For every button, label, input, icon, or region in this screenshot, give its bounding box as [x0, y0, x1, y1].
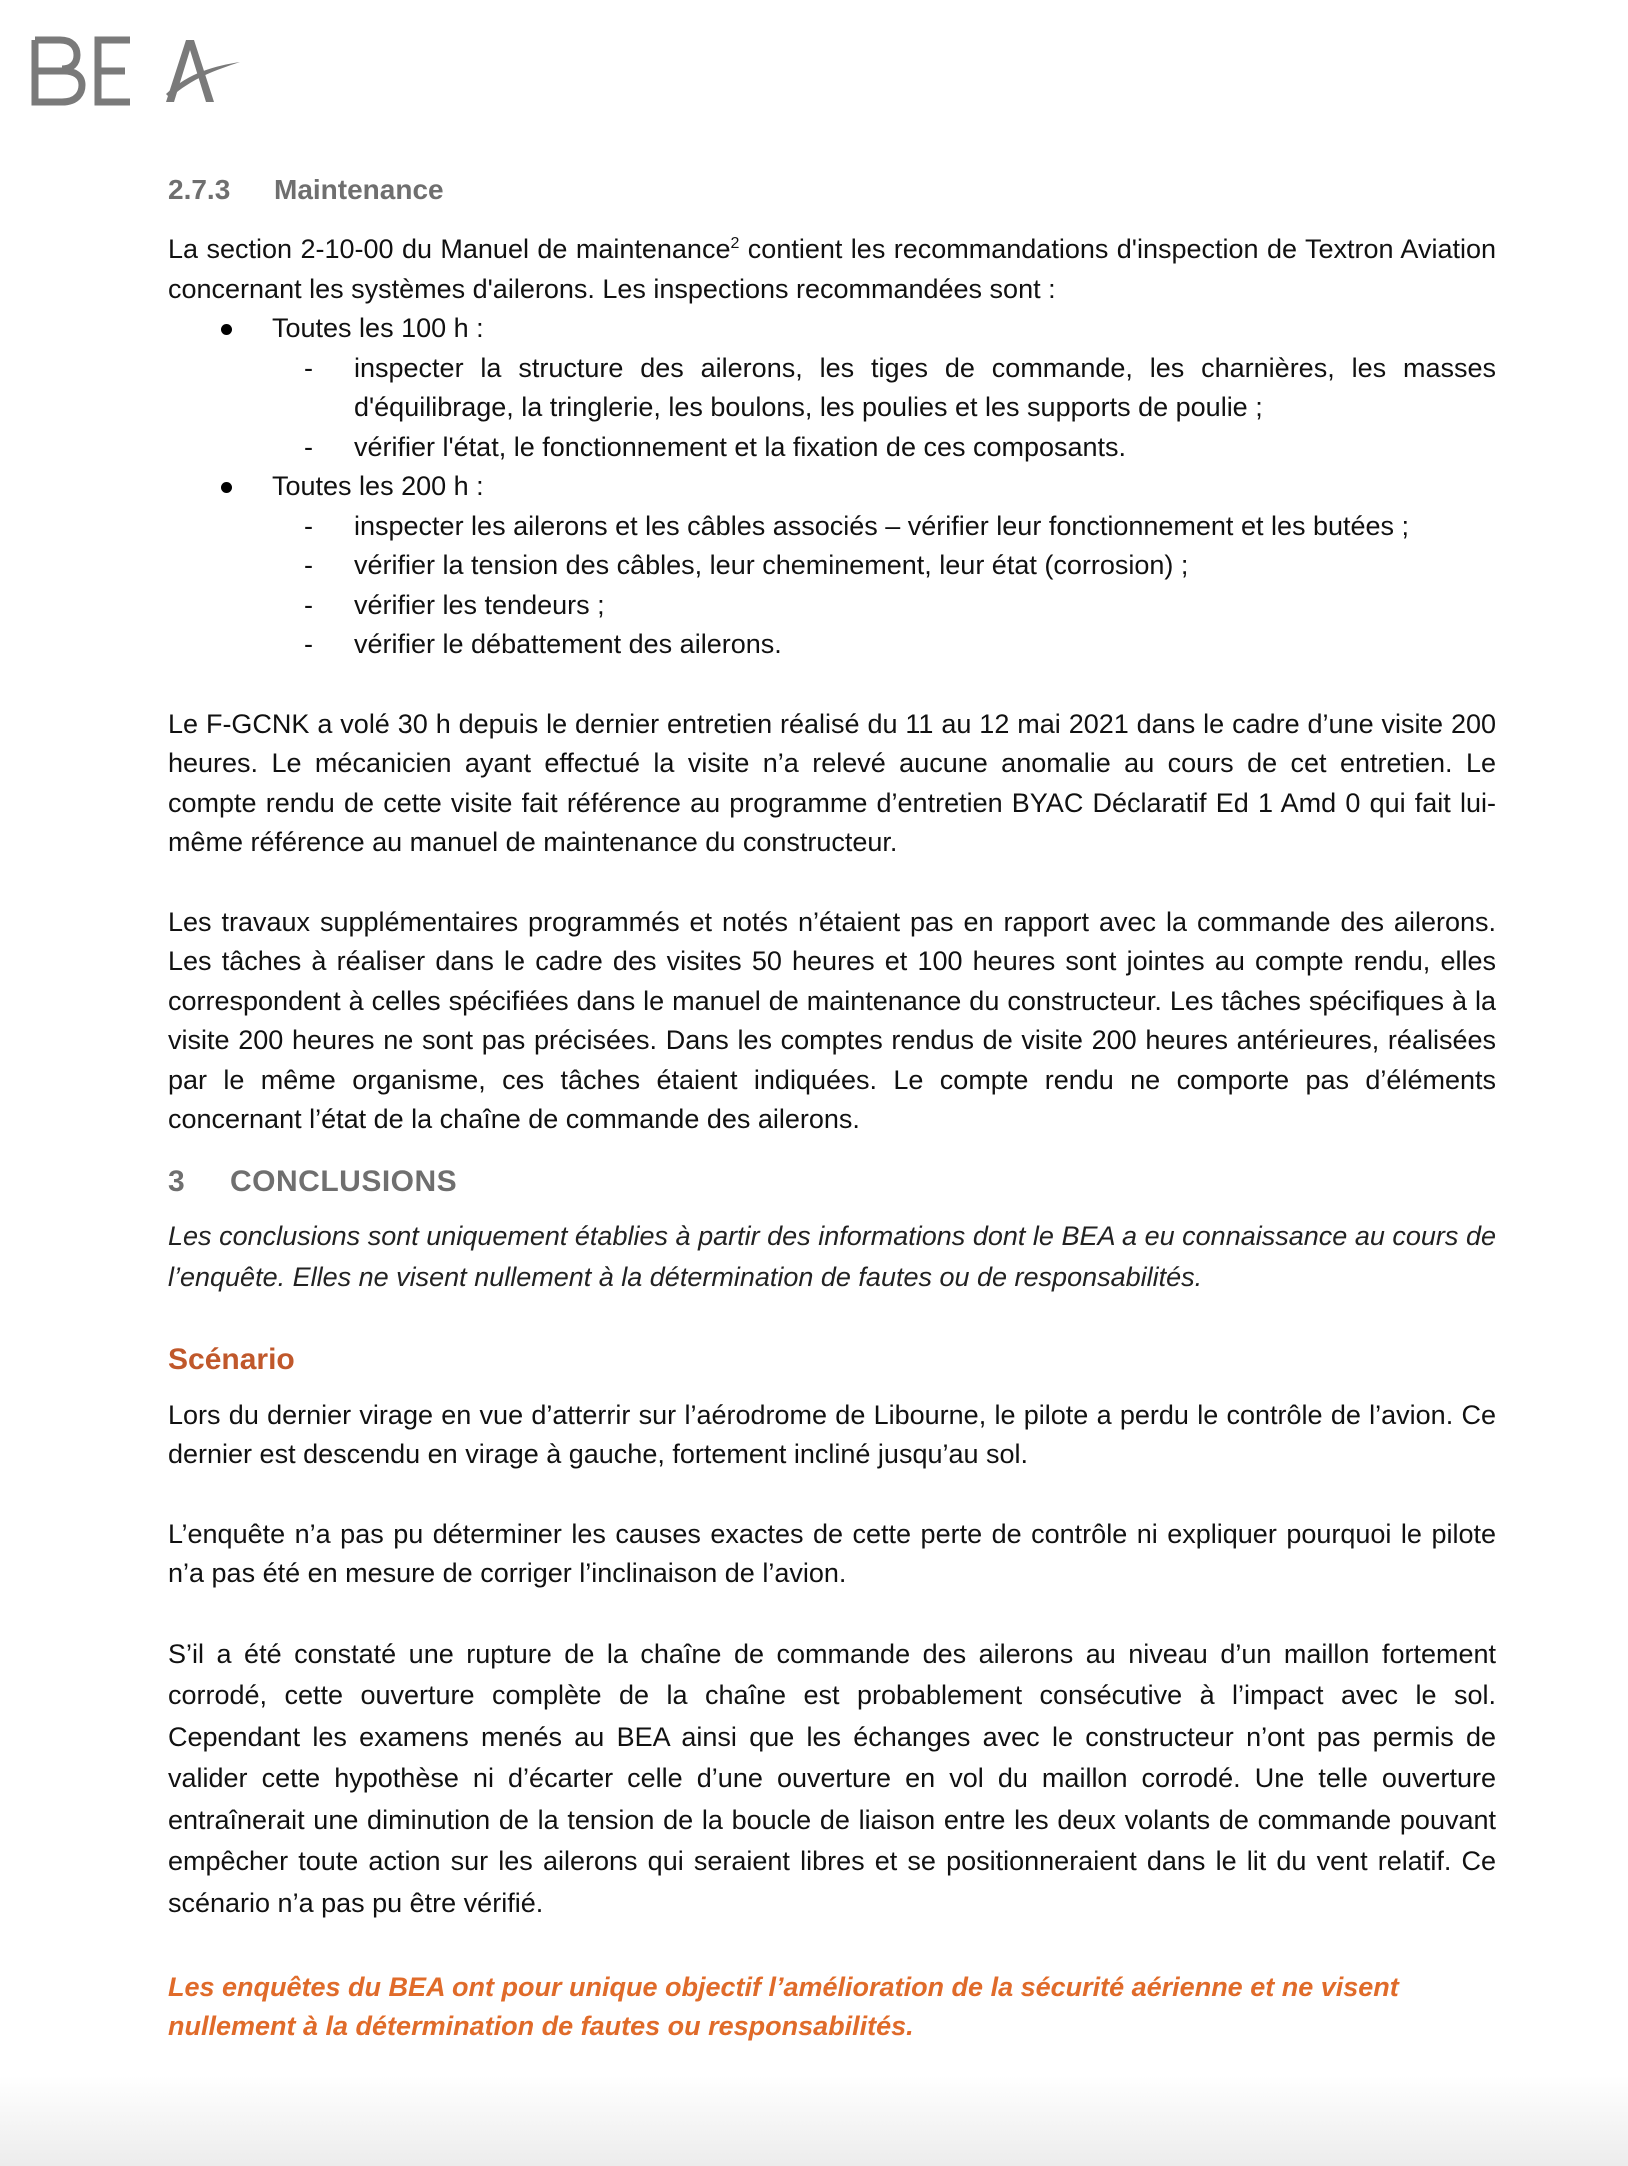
- inspection-item: [272, 349, 1496, 428]
- section-heading-conclusions: [168, 1160, 1496, 1204]
- spacer: [168, 1924, 1496, 1968]
- dash-icon: -: [304, 550, 313, 580]
- footnote-ref[interactable]: 2: [730, 235, 740, 252]
- bea-logo-icon: [30, 36, 240, 108]
- inspection-item: [272, 428, 1496, 468]
- conclusions-disclaimer: Les conclusions sont uniquement établies à partir des informations dont le BEA a eu connaissance au cours de l’enquête. Elles ne visent nullement à la détermination de fautes ou de responsabilités.: [168, 1220, 1496, 1292]
- intro-text: La section 2-10-00 du Manuel de maintenance: [168, 234, 731, 264]
- inspection-item-text: vérifier la tension des câbles, leur cheminement, leur état (corrosion) ;: [354, 550, 1189, 580]
- section-title: CONCLUSIONS: [230, 1164, 458, 1198]
- inspection-label: Toutes les 200 h :: [272, 471, 484, 501]
- document-page: [168, 170, 1496, 2046]
- dash-icon: -: [304, 589, 313, 620]
- inspection-item: [272, 546, 1496, 586]
- intro-text-cont: contient les recommandations d'inspection de Textron Aviation concernant les systèmes d'ailerons. Les inspections recommandées sont :: [168, 234, 1497, 304]
- inspection-item: [272, 507, 1496, 547]
- inspection-item: [272, 586, 1496, 626]
- inspection-100h-items: [272, 349, 1496, 468]
- maintenance-paragraph-2: Les travaux supplémentaires programmés et notés n’étaient pas en rapport avec la commande des ailerons. Les tâches à réaliser dans le cadre des visites 50 heures et 100 heures sont jointes au compte rendu, elles correspondent à celles spécifiées dans le manuel de maintenance du constructeur. Les tâches spécifiques à la visite 200 heures ne sont pas précisées. Dans les comptes rendus de visite 200 heures antérieures, réalisées par le même organisme, ces tâches étaient indiquées. Le compte rendu ne comporte pas d’éléments concernant l’état de la chaîne de commande des ailerons.: [168, 906, 1496, 1134]
- spacer: [168, 1475, 1496, 1515]
- dash-icon: -: [304, 352, 313, 383]
- section-number: 2.7.3: [168, 174, 231, 205]
- bea-objective-note: Les enquêtes du BEA ont pour unique objectif l’amélioration de la sécurité aérienne et ne visent nullement à la détermination de fautes ou responsabilités.: [168, 1972, 1399, 2041]
- section-heading-maintenance: [168, 170, 1496, 210]
- section-title: Maintenance: [274, 174, 444, 205]
- bea-logo: [30, 36, 240, 108]
- inspection-200h-items: [272, 507, 1496, 665]
- inspection-item-text: vérifier l'état, le fonctionnement et la fixation de ces composants.: [354, 431, 1127, 462]
- spacer: [168, 1140, 1496, 1160]
- inspection-200h: [168, 467, 1496, 665]
- spacer: [168, 863, 1496, 903]
- inspection-item-text: vérifier le débattement des ailerons.: [354, 629, 782, 659]
- spacer: [168, 1594, 1496, 1634]
- inspection-label: Toutes les 100 h :: [272, 313, 484, 343]
- scenario-paragraph-3: S’il a été constaté une rupture de la chaîne de commande des ailerons au niveau d’un maillon fortement corrodé, cette ouverture complète de la chaîne est probablement consécutive à l’impact avec le sol. Cependant les examens menés au BEA ainsi que les échanges avec le constructeur n’ont pas permis de valider cette hypothèse ni d’écarter celle d’une ouverture en vol du maillon corrodé. Une telle ouverture entraînerait une diminution de la tension de la boucle de liaison entre les deux volants de commande pouvant empêcher toute action sur les ailerons qui seraient libres et se positionneraient dans le lit du vent relatif. Ce scénario n’a pas pu être vérifié.: [168, 1638, 1496, 1918]
- scenario-paragraph-1: Lors du dernier virage en vue d’atterrir sur l’aérodrome de Libourne, le pilote a perdu le contrôle de l’avion. Ce dernier est descendu en virage à gauche, fortement incliné jusqu’au sol.: [168, 1399, 1496, 1469]
- maintenance-paragraph-1: Le F-GCNK a volé 30 h depuis le dernier entretien réalisé du 11 au 12 mai 2021 dans le cadre d’une visite 200 heures. Le mécanicien ayant effectué la visite n’a relevé aucune anomalie au cours de cet entretien. Le compte rendu de cette visite fait référence au programme d’entretien BYAC Déclaratif Ed 1 Amd 0 qui fait lui-même référence au manuel de maintenance du constructeur.: [168, 708, 1496, 857]
- page-bottom-fade: [0, 2076, 1628, 2166]
- scenario-paragraph-2: L’enquête n’a pas pu déterminer les causes exactes de cette perte de contrôle ni expliquer pourquoi le pilote n’a pas été en mesure de corriger l’inclinaison de l’avion.: [168, 1518, 1496, 1588]
- inspection-100h: [168, 309, 1496, 467]
- inspection-item-text: inspecter la structure des ailerons, les tiges de commande, les charnières, les masses d'équilibrage, la tringlerie, les boulons, les poulies et les supports de poulie ;: [354, 352, 1496, 422]
- scenario-heading: Scénario: [168, 1342, 295, 1376]
- bullet-icon: [221, 324, 232, 335]
- maintenance-intro: [168, 230, 1496, 309]
- spacer: [168, 665, 1496, 705]
- inspection-item-text: vérifier les tendeurs ;: [354, 589, 605, 620]
- dash-icon: -: [304, 629, 313, 659]
- inspection-item: [272, 625, 1496, 665]
- inspection-item-text: inspecter les ailerons et les câbles associés – vérifier leur fonctionnement et les butées ;: [354, 510, 1410, 541]
- bullet-icon: [221, 482, 232, 493]
- dash-icon: -: [304, 431, 313, 462]
- inspection-list: [168, 309, 1496, 665]
- section-number: 3: [168, 1164, 186, 1198]
- dash-icon: -: [304, 510, 313, 541]
